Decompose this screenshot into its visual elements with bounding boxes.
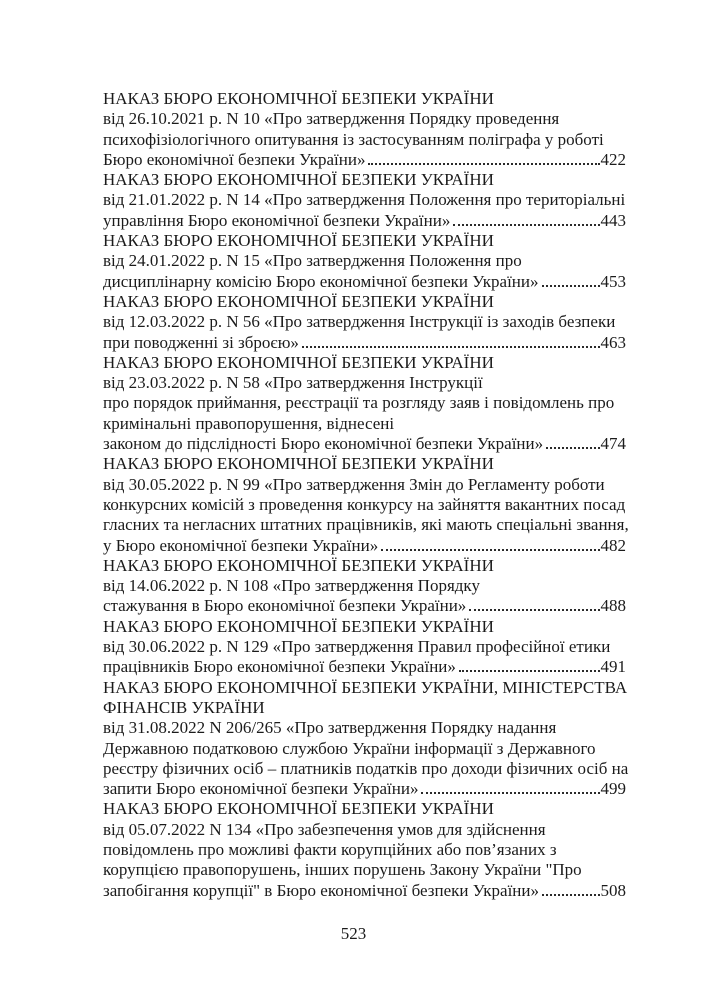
toc-line: від 30.05.2022 р. N 99 «Про затвердження Змін до Регламенту роботи (103, 474, 605, 494)
toc-line: від 31.08.2022 N 206/265 «Про затвердження Порядку надання (103, 718, 557, 738)
page-number-ref: 488 (600, 596, 626, 616)
dot-leader (542, 894, 599, 896)
toc-entry (103, 353, 626, 454)
footer-page-number: 523 (340, 924, 367, 943)
toc-line-with-page (103, 881, 626, 901)
dot-leader (546, 447, 599, 449)
toc-entry (103, 617, 626, 678)
toc-line-with-page (103, 333, 626, 353)
page-number-ref: 499 (600, 779, 626, 799)
toc-line-with-page (103, 657, 626, 677)
dot-leader (459, 670, 600, 672)
toc-line: гласних та негласних штатних працівників, які мають спеціальні звання, (103, 515, 629, 535)
toc-line-text: дисциплінарну комісію Бюро економічної безпеки України» (103, 271, 539, 291)
toc-line: ФІНАНСІВ УКРАЇНИ (103, 697, 265, 717)
page-number-ref: 453 (600, 271, 626, 291)
dot-leader (368, 163, 599, 165)
page-number-ref: 463 (600, 332, 626, 352)
toc-line: про порядок приймання, реєстрації та розгляду заяв і повідомлень про (103, 393, 615, 413)
dot-leader (381, 549, 599, 551)
toc-line: від 12.03.2022 р. N 56 «Про затвердження Інструкції із заходів безпеки (103, 312, 616, 332)
toc-line-with-page (103, 211, 626, 231)
toc-line-with-page (103, 272, 626, 292)
page-number-ref: 443 (600, 210, 626, 230)
toc-entry (103, 677, 629, 800)
toc-line: НАКАЗ БЮРО ЕКОНОМІЧНОЇ БЕЗПЕКИ УКРАЇНИ (103, 170, 494, 190)
toc-entry (103, 454, 629, 555)
toc-entry (103, 89, 626, 170)
toc-line-with-page (103, 596, 626, 616)
toc-line-text: запобігання корупції" в Бюро економічної безпеки України» (103, 880, 540, 900)
toc-line: НАКАЗ БЮРО ЕКОНОМІЧНОЇ БЕЗПЕКИ УКРАЇНИ (103, 555, 494, 575)
toc-line: від 05.07.2022 N 134 «Про забезпечення умов для здійснення (103, 819, 546, 839)
toc-line-text: працівників Бюро економічної безпеки України» (103, 657, 456, 677)
toc-line-text: Бюро економічної безпеки України» (103, 149, 366, 169)
toc-line-with-page (103, 434, 626, 454)
toc-line-with-page (103, 779, 626, 799)
toc-line: НАКАЗ БЮРО ЕКОНОМІЧНОЇ БЕЗПЕКИ УКРАЇНИ, МІНІСТЕРСТВА (103, 677, 628, 697)
toc-line: від 23.03.2022 р. N 58 «Про затвердження Інструкції (103, 373, 483, 393)
toc-entry (103, 556, 626, 617)
toc-line: реєстру фізичних осіб – платників податків про доходи фізичних осіб на (103, 758, 629, 778)
page-number-ref: 422 (600, 149, 626, 169)
toc-line: НАКАЗ БЮРО ЕКОНОМІЧНОЇ БЕЗПЕКИ УКРАЇНИ (103, 799, 494, 819)
page-number-ref: 508 (600, 880, 626, 900)
page-number-ref: 491 (600, 657, 626, 677)
dot-leader (453, 224, 599, 226)
page-number-ref: 482 (600, 535, 626, 555)
toc-line: конкурсних комісій з проведення конкурсу на зайняття вакантних посад (103, 494, 626, 514)
dot-leader (469, 609, 599, 611)
toc-line: від 14.06.2022 р. N 108 «Про затвердження Порядку (103, 576, 480, 596)
page-number-ref: 474 (600, 434, 626, 454)
toc-line: Державною податковою службою України інформації з Державного (103, 738, 596, 758)
toc-line: від 24.01.2022 р. N 15 «Про затвердження Положення про (103, 251, 522, 271)
dot-leader (542, 285, 600, 287)
toc-line: від 26.10.2021 р. N 10 «Про затвердження Порядку проведення (103, 109, 560, 129)
toc-line-text: запити Бюро економічної безпеки України» (103, 779, 419, 799)
toc-entry (103, 231, 626, 292)
toc-entry (103, 170, 626, 231)
toc-line-text: управління Бюро економічної безпеки України» (103, 210, 451, 230)
toc-line: корупцією правопорушень, інших порушень Закону України "Про (103, 860, 582, 880)
toc-line-text: при поводженні зі зброєю» (103, 332, 299, 352)
toc-line: НАКАЗ БЮРО ЕКОНОМІЧНОЇ БЕЗПЕКИ УКРАЇНИ (103, 352, 494, 372)
toc-line: НАКАЗ БЮРО ЕКОНОМІЧНОЇ БЕЗПЕКИ УКРАЇНИ (103, 454, 494, 474)
toc-line-with-page (103, 536, 626, 556)
toc-line: НАКАЗ БЮРО ЕКОНОМІЧНОЇ БЕЗПЕКИ УКРАЇНИ (103, 291, 494, 311)
toc-entry (103, 799, 626, 900)
toc-entry (103, 292, 626, 353)
dot-leader (421, 792, 599, 794)
toc-line-text: стажування в Бюро економічної безпеки України» (103, 596, 467, 616)
toc (103, 89, 629, 901)
toc-line-with-page (103, 150, 626, 170)
dot-leader (302, 346, 600, 348)
toc-line: НАКАЗ БЮРО ЕКОНОМІЧНОЇ БЕЗПЕКИ УКРАЇНИ (103, 616, 494, 636)
toc-line: від 30.06.2022 р. N 129 «Про затвердження Правил професійної етики (103, 637, 611, 657)
toc-line: психофізіологічного опитування із застосуванням поліграфа у роботі (103, 129, 604, 149)
toc-line-text: законом до підслідності Бюро економічної безпеки України» (103, 434, 544, 454)
toc-line: повідомлень про можливі факти корупційних або пов’язаних з (103, 839, 557, 859)
toc-line: від 21.01.2022 р. N 14 «Про затвердження Положення про територіальні (103, 190, 626, 210)
toc-line: НАКАЗ БЮРО ЕКОНОМІЧНОЇ БЕЗПЕКИ УКРАЇНИ (103, 89, 494, 108)
toc-line-text: у Бюро економічної безпеки України» (103, 535, 379, 555)
toc-line: кримінальні правопорушення, віднесені (103, 413, 395, 433)
toc-line: НАКАЗ БЮРО ЕКОНОМІЧНОЇ БЕЗПЕКИ УКРАЇНИ (103, 231, 494, 251)
